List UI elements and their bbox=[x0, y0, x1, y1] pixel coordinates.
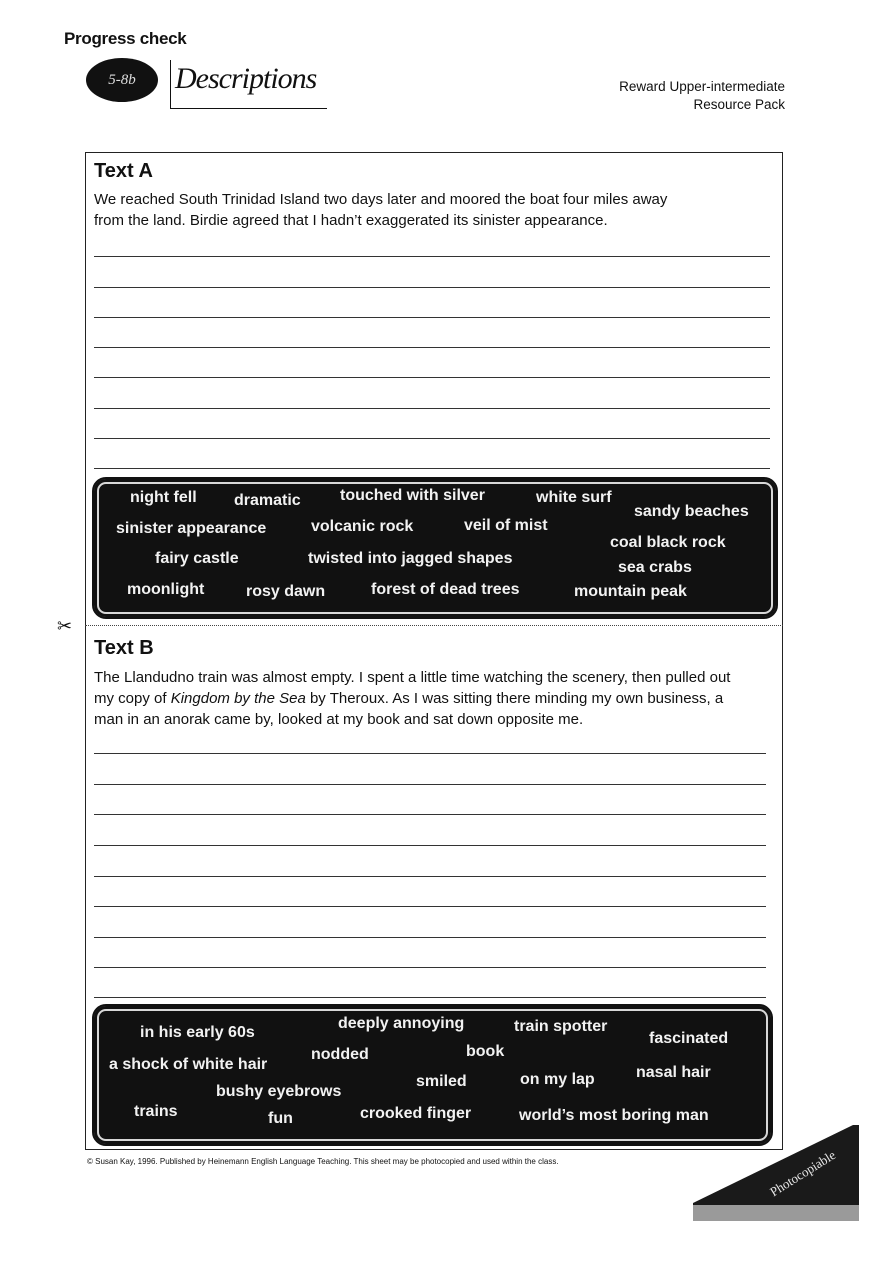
text-a-line-1: We reached South Trinidad Island two days later and moored the boat four miles away bbox=[94, 191, 668, 208]
writing-line[interactable] bbox=[94, 753, 766, 754]
writing-line[interactable] bbox=[94, 347, 770, 348]
phrase-item: fairy castle bbox=[155, 550, 239, 567]
writing-line[interactable] bbox=[94, 408, 770, 409]
writing-line[interactable] bbox=[94, 287, 770, 288]
phrase-item: sinister appearance bbox=[116, 520, 267, 537]
phrase-item: deeply annoying bbox=[338, 1015, 465, 1032]
text-b-line-2-end: by Theroux. As I was sitting there minding my own business, a bbox=[305, 690, 724, 707]
phrase-item: bushy eyebrows bbox=[216, 1083, 342, 1100]
text-b-line-1: The Llandudno train was almost empty. I spent a little time watching the scenery, then pulled out bbox=[94, 669, 731, 686]
writing-line[interactable] bbox=[94, 906, 766, 907]
phrase-item: fun bbox=[268, 1110, 293, 1127]
phrase-item: white surf bbox=[536, 489, 612, 506]
corner-strip bbox=[693, 1205, 859, 1221]
text-a-heading: Text A bbox=[94, 160, 153, 182]
phrase-item: dramatic bbox=[234, 492, 301, 509]
phrase-item: moonlight bbox=[127, 581, 205, 598]
phrase-item: night fell bbox=[130, 489, 197, 506]
writing-line[interactable] bbox=[94, 937, 766, 938]
worksheet-frame bbox=[85, 152, 783, 1150]
writing-line[interactable] bbox=[94, 256, 770, 257]
phrase-item: touched with silver bbox=[340, 487, 485, 504]
phrase-item: veil of mist bbox=[464, 517, 548, 534]
text-b-paragraph bbox=[94, 667, 774, 730]
copyright-notice: © Susan Kay, 1996. Published by Heinemann English Language Teaching. This sheet may be photocopied and used within the class. bbox=[87, 1157, 559, 1166]
writing-line[interactable] bbox=[94, 377, 770, 378]
writing-line[interactable] bbox=[94, 845, 766, 846]
phrase-item: mountain peak bbox=[574, 583, 687, 600]
text-b-heading: Text B bbox=[94, 637, 154, 659]
photocopiable-corner bbox=[693, 1115, 861, 1223]
phrase-item: twisted into jagged shapes bbox=[308, 550, 513, 567]
text-b-line-2-start: my copy of bbox=[94, 690, 171, 707]
writing-line[interactable] bbox=[94, 784, 766, 785]
page-title: Descriptions bbox=[175, 62, 317, 95]
scissors-icon: ✂ bbox=[57, 616, 73, 636]
writing-line[interactable] bbox=[94, 438, 770, 439]
phrase-item: book bbox=[466, 1043, 505, 1060]
phrase-item: coal black rock bbox=[610, 534, 726, 551]
writing-line[interactable] bbox=[94, 967, 766, 968]
phrase-box-b bbox=[92, 1004, 773, 1146]
series-line-1: Reward Upper-intermediate bbox=[619, 79, 785, 94]
phrase-item: crooked finger bbox=[360, 1105, 472, 1122]
phrase-item: forest of dead trees bbox=[371, 581, 520, 598]
text-b-line-2 bbox=[94, 688, 774, 709]
text-a-line-2: from the land. Birdie agreed that I hadn’t exaggerated its sinister appearance. bbox=[94, 212, 608, 229]
title-block bbox=[170, 60, 327, 109]
phrase-item: volcanic rock bbox=[311, 518, 414, 535]
phrase-item: in his early 60s bbox=[140, 1024, 255, 1041]
text-b-line-3: man in an anorak came by, looked at my book and sat down opposite me. bbox=[94, 711, 584, 728]
phrase-item: smiled bbox=[416, 1073, 467, 1090]
phrase-item: train spotter bbox=[514, 1018, 608, 1035]
photocopiable-label: Photocopiable bbox=[767, 1147, 839, 1200]
phrase-item: rosy dawn bbox=[246, 583, 326, 600]
phrase-item: on my lap bbox=[520, 1071, 595, 1088]
phrase-item: nodded bbox=[311, 1046, 369, 1063]
phrase-box-a bbox=[92, 477, 778, 619]
phrase-item: sea crabs bbox=[618, 559, 692, 576]
phrase-item: world’s most boring man bbox=[519, 1107, 709, 1124]
progress-check-label: Progress check bbox=[64, 29, 187, 48]
series-info bbox=[619, 78, 785, 114]
cut-line bbox=[85, 625, 783, 626]
phrase-item: sandy beaches bbox=[634, 503, 749, 520]
writing-line[interactable] bbox=[94, 468, 770, 469]
phrase-item: trains bbox=[134, 1103, 178, 1120]
unit-badge: 5-8b bbox=[86, 58, 158, 102]
book-title: Kingdom by the Sea bbox=[170, 690, 306, 707]
phrase-item: a shock of white hair bbox=[109, 1056, 268, 1073]
phrase-item: nasal hair bbox=[636, 1064, 711, 1081]
writing-line[interactable] bbox=[94, 997, 766, 998]
writing-line[interactable] bbox=[94, 876, 766, 877]
series-line-2: Resource Pack bbox=[693, 97, 785, 112]
writing-line[interactable] bbox=[94, 317, 770, 318]
writing-line[interactable] bbox=[94, 814, 766, 815]
phrase-item: fascinated bbox=[649, 1030, 729, 1047]
text-a-paragraph bbox=[94, 189, 764, 231]
